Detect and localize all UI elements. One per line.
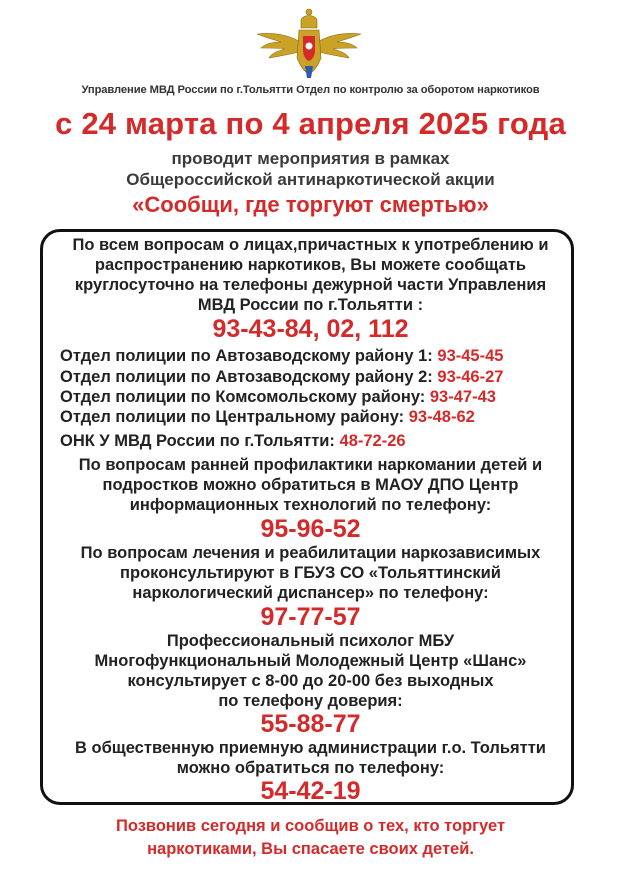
department-row xyxy=(60,367,503,387)
department-row xyxy=(60,387,496,407)
campaign-intro xyxy=(0,148,621,190)
reception-text xyxy=(0,738,621,778)
footer-line: Позвонив сегодня и сообщив о тех, кто торгует xyxy=(115,817,506,835)
text-line: Многофункциональный Молодежный Центр «Шанс» xyxy=(94,652,527,670)
campaign-dates: с 24 марта по 4 апреля 2025 года xyxy=(55,106,566,141)
prevention-phone: 95-96-52 xyxy=(260,515,361,543)
department-label: Отдел полиции по Комсомольскому району: xyxy=(60,388,426,406)
text-line: По всем вопросам о лицах,причастных к употреблению и xyxy=(72,236,549,254)
department-phone: 48-72-26 xyxy=(339,432,406,450)
text-line: проконсультируют в ГБУЗ СО «Тольяттинский xyxy=(120,564,501,582)
text-line: наркологический диспансер» по телефону: xyxy=(132,584,489,602)
department-label: Отдел полиции по Центральному району: xyxy=(60,408,405,426)
text-line: консультирует с 8-00 до 20-00 без выходных xyxy=(127,672,494,690)
mvd-emblem-icon xyxy=(255,6,363,82)
duty-phones: 93-43-84, 02, 112 xyxy=(212,315,409,343)
text-line: по телефону доверия: xyxy=(218,692,403,710)
footer-line: наркотиками, Вы спасаете своих детей. xyxy=(147,840,474,858)
duty-text xyxy=(0,235,621,315)
text-line: По вопросам лечения и реабилитации наркозависимых xyxy=(80,544,541,562)
text-line: распространению наркотиков, Вы можете сообщать xyxy=(94,256,527,274)
department-label: Отдел полиции по Автозаводскому району 2: xyxy=(60,368,433,386)
psychologist-text xyxy=(0,631,621,711)
department-row xyxy=(60,407,475,427)
text-line: информационных технологий по телефону: xyxy=(129,496,492,514)
campaign-slogan: «Сообщи, где торгуют смертью» xyxy=(132,192,489,217)
footer-appeal xyxy=(0,815,621,861)
intro-line: проводит мероприятия в рамках xyxy=(171,149,450,168)
text-line: подростков можно обратиться в МАОУ ДПО Центр xyxy=(102,476,519,494)
department-phone: 93-45-45 xyxy=(437,347,504,365)
treatment-text xyxy=(0,543,621,603)
text-line: В общественную приемную администрации г.о. Тольятти xyxy=(75,739,546,757)
treatment-phone: 97-77-57 xyxy=(260,603,361,631)
department-label: ОНК У МВД России по г.Тольятти: xyxy=(60,432,335,450)
psychologist-phone: 55-88-77 xyxy=(260,710,361,738)
prevention-text xyxy=(0,455,621,515)
department-phone: 93-47-43 xyxy=(429,388,496,406)
department-row xyxy=(60,431,406,451)
text-line: Профессиональный психолог МБУ xyxy=(166,632,455,650)
department-phone: 93-46-27 xyxy=(437,368,504,386)
text-line: круглосуточно на телефоны дежурной части Управления xyxy=(74,276,547,294)
text-line: можно обратиться по телефону: xyxy=(176,759,445,777)
department-phone: 93-48-62 xyxy=(408,408,475,426)
reception-phone: 54-42-19 xyxy=(260,777,361,805)
department-row xyxy=(60,346,503,366)
text-line: МВД России по г.Тольятти : xyxy=(197,296,424,314)
intro-line: Общероссийской антинаркотической акции xyxy=(126,170,495,189)
department-label: Отдел полиции по Автозаводскому району 1: xyxy=(60,347,433,365)
text-line: По вопросам ранней профилактики наркомании детей и xyxy=(78,456,543,474)
organization-name: Управление МВД России по г.Тольятти Отдел по контролю за оборотом наркотиков xyxy=(81,84,540,96)
